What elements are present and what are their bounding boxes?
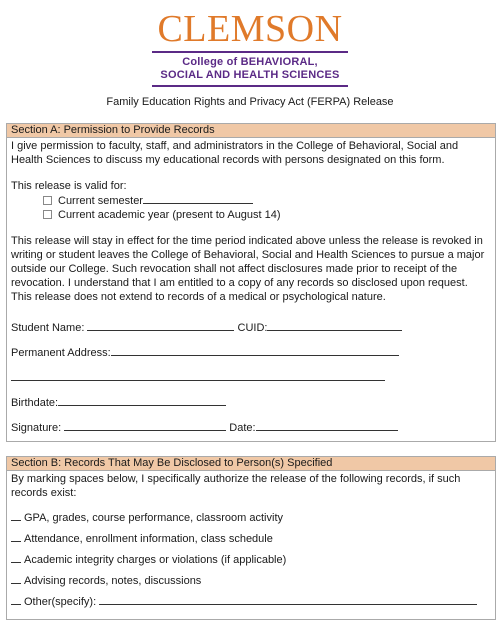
valid-for-label: This release is valid for: [11,180,127,192]
logo-wordmark: CLEMSON [157,8,343,50]
record-item-grades[interactable] [11,510,491,525]
logo-college-line1: College of BEHAVIORAL, [182,56,318,68]
record-item-label: Attendance, enrollment information, class schedule [24,533,273,545]
option-current-year[interactable] [43,208,491,222]
record-item-label: Other(specify): [24,596,97,608]
section-b-intro: By marking spaces below, I specifically authorize the release of the following records, if such records exist: [11,473,461,499]
record-item-label: Academic integrity charges or violations (if applicable) [24,554,287,566]
signature-field[interactable] [64,420,226,431]
section-a-heading: Section A: Permission to Provide Records [7,124,495,138]
mark-space[interactable] [11,531,21,542]
release-terms: This release will stay in effect for the time period indicated above unless the release is revoked in writing or student leaves the College of Behavioral, Social and Health Sciences to pursue a major outside our College. Such revocation shall not affect disclosures made prior to receipt of the revocation. I understand that I am entitled to a copy of any records so disclosed upon request. This release does not extend to records of a medical or psychological nature. [11,235,485,303]
mark-space[interactable] [11,552,21,563]
record-item-label: GPA, grades, course performance, classroom activity [24,512,284,524]
section-a-intro: I give permission to faculty, staff, and administrators in the College of Behavioral, Social and Health Sciences to discuss my educational records with persons designated on this form. [11,140,459,166]
address-row [11,345,491,360]
section-b-body [7,471,495,609]
other-specify-field[interactable] [99,594,477,605]
signature-row [11,420,491,435]
birthdate-field[interactable] [58,395,226,406]
birthdate-row [11,395,491,410]
mark-space[interactable] [11,573,21,584]
logo-college-line2: SOCIAL AND HEALTH SCIENCES [160,69,340,81]
birthdate-label: Birthdate: [11,397,59,409]
document-title: Family Education Rights and Privacy Act (FERPA) Release [106,96,394,108]
option-label: Current academic year (present to August 14) [58,209,281,221]
mark-space[interactable] [11,594,21,605]
student-name-field[interactable] [87,320,234,331]
cuid-field[interactable] [267,320,402,331]
address-field[interactable] [111,345,399,356]
checkbox[interactable] [43,196,52,205]
semester-line[interactable] [143,193,253,204]
section-b-heading: Section B: Records That May Be Disclosed to Person(s) Specified [7,457,495,471]
clemson-logo [150,10,350,90]
record-item-integrity[interactable] [11,552,491,567]
address-label: Permanent Address: [11,347,111,359]
date-label: Date: [229,422,256,434]
option-current-semester[interactable] [43,193,491,208]
student-name-row [11,320,491,335]
section-b [6,456,496,620]
checkbox[interactable] [43,210,52,219]
address-line2-row [11,370,491,385]
cuid-label: CUID: [237,322,268,334]
mark-space[interactable] [11,510,21,521]
record-item-advising[interactable] [11,573,491,588]
record-item-label: Advising records, notes, discussions [24,575,202,587]
record-item-attendance[interactable] [11,531,491,546]
section-a-body [7,138,495,435]
option-label: Current semester [58,195,143,207]
date-field[interactable] [256,420,398,431]
logo-rule-bottom [152,85,348,87]
logo-rule [152,51,348,53]
address-field-line2[interactable] [11,370,385,381]
record-item-other[interactable] [11,594,491,609]
signature-label: Signature: [11,422,62,434]
section-a [6,123,496,442]
student-name-label: Student Name: [11,322,85,334]
